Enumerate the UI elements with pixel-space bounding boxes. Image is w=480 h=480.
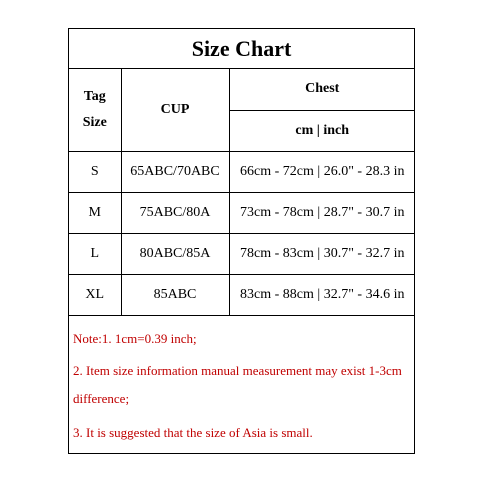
note-line: difference; — [73, 391, 130, 406]
size-table — [69, 69, 415, 316]
chart-title: Size Chart — [69, 29, 414, 69]
table-row — [69, 192, 415, 233]
chest-header: Chest — [229, 69, 415, 110]
note-line: 2. Item size information manual measurement may exist 1-3cm — [73, 363, 402, 378]
chest-cell: 78cm - 83cm | 30.7" - 32.7 in — [229, 233, 415, 274]
size-cell: XL — [69, 274, 121, 315]
note-line: Note:1. 1cm=0.39 inch; — [73, 331, 197, 346]
size-cell: M — [69, 192, 121, 233]
cup-cell: 75ABC/80A — [121, 192, 229, 233]
size-label: Size — [82, 114, 107, 130]
cup-cell: 80ABC/85A — [121, 233, 229, 274]
size-cell: S — [69, 151, 121, 192]
tag-label: Tag — [83, 88, 106, 104]
chest-cell: 83cm - 88cm | 32.7" - 34.6 in — [229, 274, 415, 315]
chest-cell: 73cm - 78cm | 28.7" - 30.7 in — [229, 192, 415, 233]
header-row — [69, 69, 415, 110]
table-row — [69, 233, 415, 274]
chest-cell: 66cm - 72cm | 26.0" - 28.3 in — [229, 151, 415, 192]
cup-header: CUP — [121, 69, 229, 151]
cup-cell: 65ABC/70ABC — [121, 151, 229, 192]
chest-units-header: cm | inch — [229, 110, 415, 151]
size-cell: L — [69, 233, 121, 274]
size-chart — [68, 28, 415, 454]
tag-size-header — [69, 69, 121, 151]
table-row — [69, 151, 415, 192]
note-line: 3. It is suggested that the size of Asia is small. — [73, 425, 313, 440]
cup-cell: 85ABC — [121, 274, 229, 315]
table-row — [69, 274, 415, 315]
notes-section — [69, 315, 414, 455]
